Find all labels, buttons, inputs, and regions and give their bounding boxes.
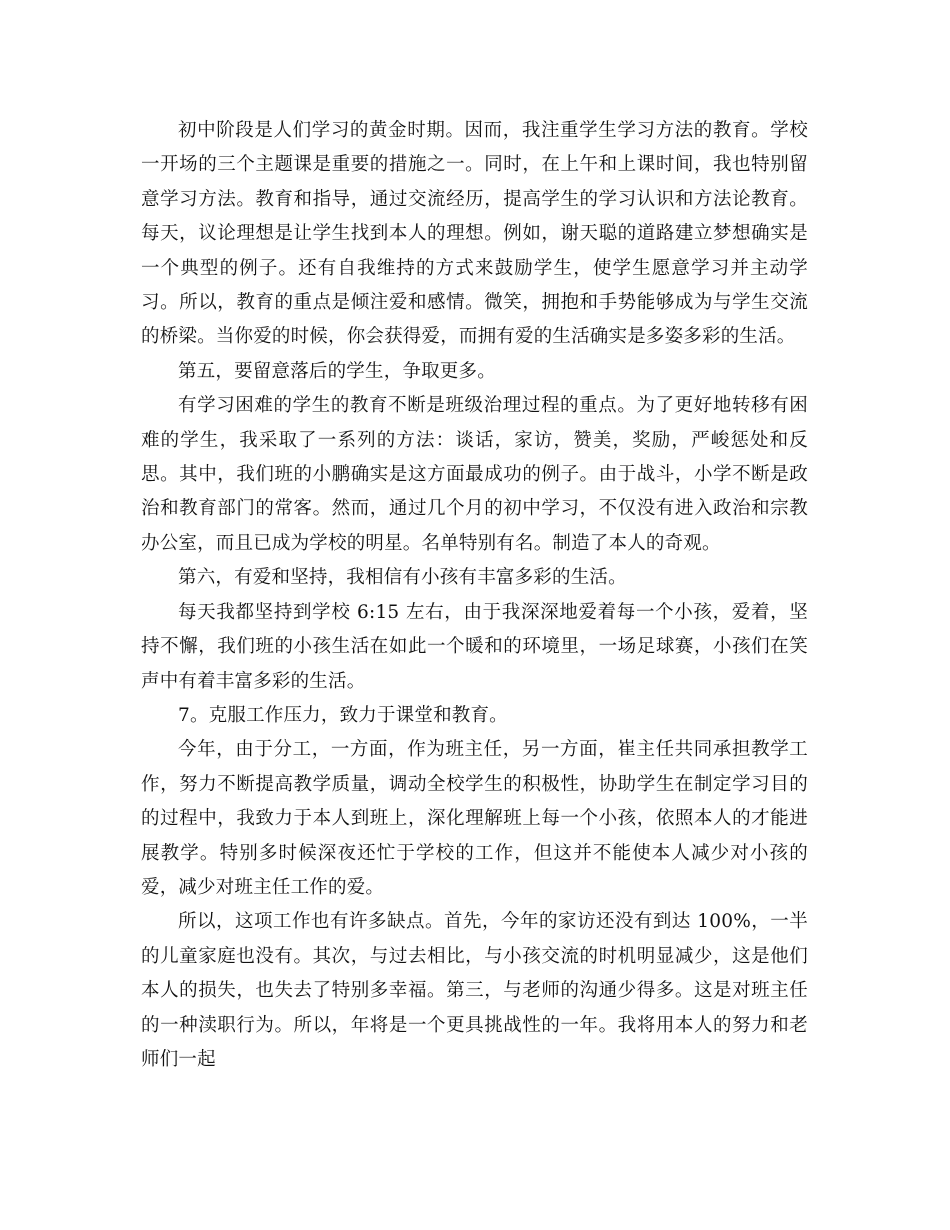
paragraph-point-seven: 7。克服工作压力，致力于课堂和教育。 (178, 704, 508, 726)
document-body (141, 114, 808, 1077)
paragraph-point-six: 第六，有爱和坚持，我相信有小孩有丰富多彩的生活。 (178, 567, 627, 589)
paragraph-shortcomings: 所以，这项工作也有许多缺点。首先，今年的家访还没有到达 100%，一半的儿童家庭也没有。其次，与过去相比，与小孩交流的时机明显减少，这是他们本人的损失，也失去了特别多幸福。第三，与老师的沟通少得多。这是对班主任的一种渎职行为。所以，年将是一个更具挑战性的一年。我将用本人的努力和老师们一起 (141, 911, 808, 1070)
paragraph-struggling-students: 有学习困难的学生的教育不断是班级治理过程的重点。为了更好地转移有困难的学生，我采取了一系列的方法：谈话，家访，赞美，奖励，严峻惩处和反思。其中，我们班的小鹏确实是这方面最成功的例子。由于战斗，小学不断是政治和教育部门的常客。然而，通过几个月的初中学习，不仅没有进入政治和宗教办公室，而且已成为学校的明星。名单特别有名。制造了本人的奇观。 (141, 395, 808, 554)
paragraph-point-five: 第五，要留意落后的学生，争取更多。 (178, 360, 496, 382)
paragraph-daily-commitment: 每天我都坚持到学校 6:15 左右，由于我深深地爱着每一个小孩，爱着，坚持不懈，我们班的小孩生活在如此一个暖和的环境里，一场足球赛，小孩们在笑声中有着丰富多彩的生活。 (141, 601, 808, 692)
paragraph-workload: 今年，由于分工，一方面，作为班主任，另一方面，崔主任共同承担教学工作，努力不断提高教学质量，调动全校学生的积极性，协助学生在制定学习目的的过程中，我致力于本人到班上，深化理解班上每一个小孩，依照本人的才能进展教学。特别多时候深夜还忙于学校的工作，但这并不能使本人减少对小孩的爱，减少对班主任工作的爱。 (141, 739, 808, 898)
paragraph-study-methods: 初中阶段是人们学习的黄金时期。因而，我注重学生学习方法的教育。学校一开场的三个主题课是重要的措施之一。同时，在上午和上课时间，我也特别留意学习方法。教育和指导，通过交流经历，提高学生的学习认识和方法论教育。每天，议论理想是让学生找到本人的理想。例如，谢天聪的道路建立梦想确实是一个典型的例子。还有自我维持的方式来鼓励学生，使学生愿意学习并主动学习。所以，教育的重点是倾注爱和感情。微笑，拥抱和手势能够成为与学生交流的桥梁。当你爱的时候，你会获得爱，而拥有爱的生活确实是多姿多彩的生活。 (141, 120, 808, 348)
